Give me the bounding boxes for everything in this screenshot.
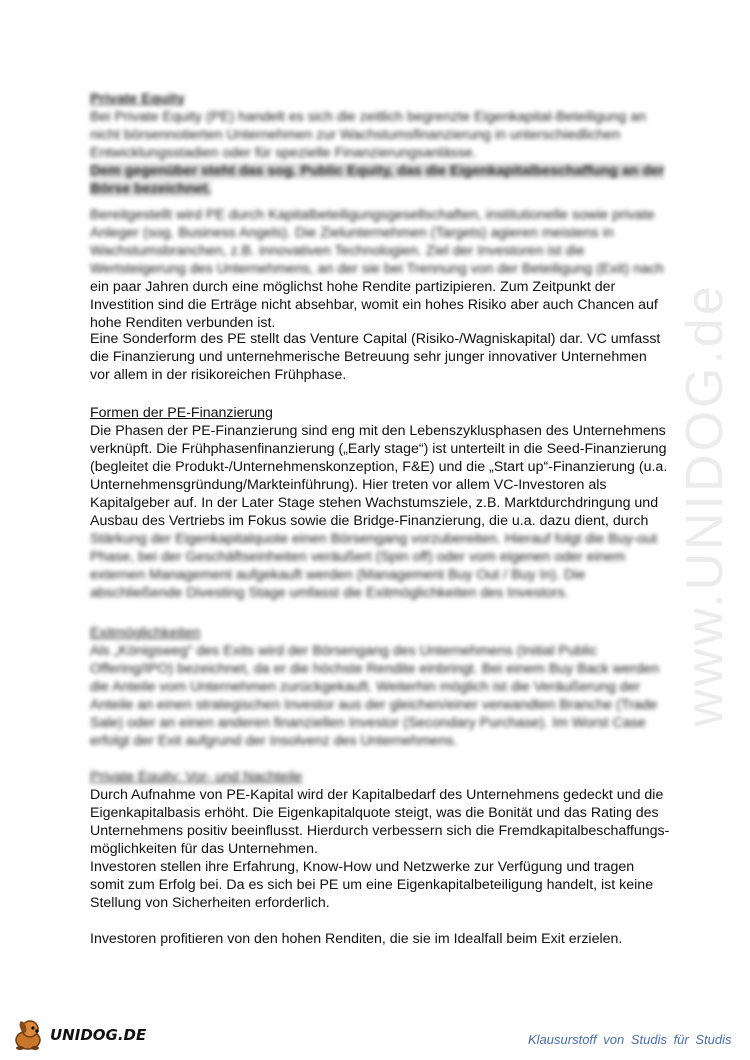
blurred-paragraph: Bereitgestellt wird PE durch Kapitalbeteiligungsgesellschaften, institutionelle sowie private Anleger (sog. Business Angels). Die Zielunternehmen (Targets) agieren meistens in Wachstumsbranchen, z.B. innovativen Technologien. Ziel der Investoren ist die Wertsteigerung des Unternehmens, an der sie bei Trennung von der Beteiligung (Exit) nach [90, 207, 664, 277]
paragraph: Als „Königsweg“ des Exits wird der Börsengang des Unternehmens (Initial Public Offering/IPO) bezeichnet, da er die höchste Rendite einbringt. Bei einem Buy Back werden die Anteile vom Unternehmen zurückgekauft. Weiterhin möglich ist die Veräußerung der Anteile an einen strategischen Investor aus der gleichen/einer verwandten Branche (Trade Sale) oder an einen anderen finanziellen Investor (Secondary Purchase). Im Worst Case erfolgt der Exit aufgrund der Insolvenz des Unternehmens. [90, 643, 660, 749]
logo-text: UNIDOG.DE [50, 1026, 147, 1044]
section-providers [90, 206, 670, 332]
dog-mascot-icon [8, 1018, 48, 1052]
section-private-equity [90, 90, 670, 198]
watermark-text: www.UNIDOG.de [676, 283, 734, 727]
section-venture-capital [90, 330, 670, 384]
section-heading: Formen der PE-Finanzierung [90, 405, 273, 421]
section-pe-financing-forms [90, 404, 670, 602]
paragraph: Investoren stellen ihre Erfahrung, Know-How und Netzwerke zur Verfügung und tragen somit zum Erfolg bei. Da es sich bei PE um eine Eigenkapitalbeteiligung handelt, ist keine Stellung von Sicherheiten erforderlich. [90, 859, 654, 911]
highlighted-paragraph: Dem gegenüber steht das sog. Public Equity, das die Eigenkapitalbeschaffung an der Börse bezeichnet. [90, 163, 665, 197]
footer-tagline: Klausurstoff von Studis für Studis [528, 1032, 732, 1047]
paragraph: ein paar Jahren durch eine möglichst hohe Rendite partizipieren. Zum Zeitpunkt der Investition sind die Erträge nicht absehbar, womit ein hohes Risiko aber auch Chancen auf hohe Renditen verbunden ist. [90, 279, 658, 331]
paragraph: Eine Sonderform des PE stellt das Venture Capital (Risiko-/Wagniskapital) dar. VC umfasst die Finanzierung und unternehmerische Betreuung sehr junger innovativer Unternehmen vor allem in der risikoreichen Frühphase. [90, 331, 661, 383]
section-heading: Private Equity: Vor- und Nachteile [90, 769, 303, 785]
section-heading: Private Equity [90, 91, 185, 107]
blurred-paragraph: Stärkung der Eigenkapitalquote einen Börsengang vorzubereiten. Hierauf folgt die Buy-out Phase, bei der Geschäftseinheiten veräußert (Spin off) oder vom eigenen oder einem externen Management aufgekauft werden (Management Buy Out / Buy In). Die abschließende Divesting Stage umfasst die Exitmöglichkeiten des Investors. [90, 531, 658, 601]
section-exit-options [90, 624, 670, 750]
paragraph: Die Phasen der PE-Finanzierung sind eng mit den Lebenszyklusphasen des Unternehmens verknüpft. Die Frühphasenfinanzierung („Early stage“) ist unterteilt in die Seed-Finanzierung (begleitet die Produkt-/Unternehmenskonzeption, F&E) und die „Start up“-Finanzierung (u.a. Unternehmensgründung/Markteinführung). Hier treten vor allem VC-Investoren als Kapitalgeber auf. In der Later Stage stehen Wachstumsziele, z.B. Marktdurchdringung und Ausbau des Vertriebs im Fokus sowie die Bridge-Finanzierung, die u.a. dazu dient, durch [90, 423, 668, 529]
paragraph: Bei Private Equity (PE) handelt es sich die zeitlich begrenzte Eigenkapital-Beteiligung an nicht börsennotierten Unternehmen zur Wachstumsfinanzierung in unterschiedlichen Entwicklungsstadien oder für spezielle Finanzierungsanlässe. [90, 109, 646, 161]
paragraph: Investoren profitieren von den hohen Renditen, die sie im Idealfall beim Exit erzielen. [90, 931, 623, 947]
paragraph: Durch Aufnahme von PE-Kapital wird der Kapitalbedarf des Unternehmens gedeckt und die Eigenkapitalbasis erhöht. Die Eigenkapitalquote steigt, was die Bonität und das Rating des Unternehmens positiv beeinflusst. Hierdurch verbessern sich die Fremdkapitalbeschaffungs-möglichkeiten für das Unternehmen. [90, 787, 670, 857]
unidog-logo[interactable] [8, 1018, 168, 1052]
section-heading: Exitmöglichkeiten [90, 625, 201, 641]
section-pros-cons [90, 768, 670, 948]
